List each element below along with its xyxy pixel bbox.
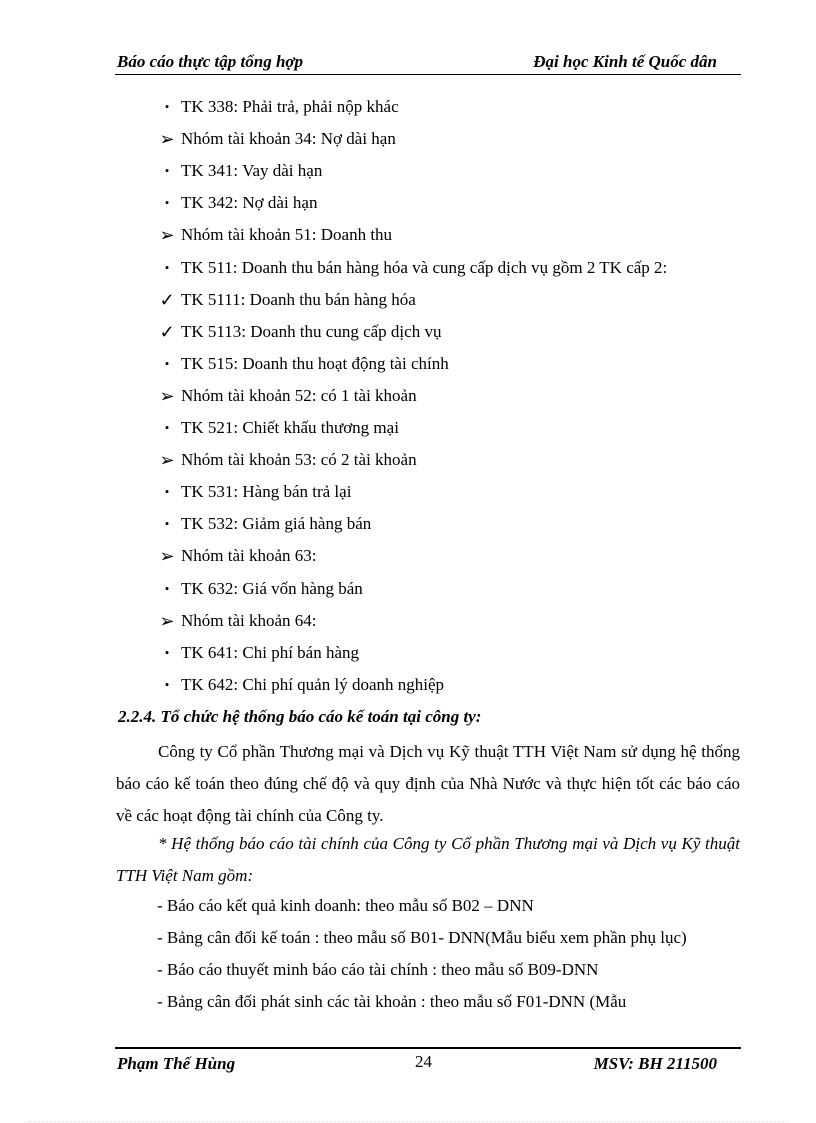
list-item-text: Nhóm tài khoản 63: <box>181 546 317 565</box>
list-item-text: TK 521: Chiết khấu thương mại <box>181 418 399 437</box>
dash-item: - Bảng cân đối phát sinh các tài khoản : theo mẫu số F01-DNN (Mẫu <box>157 992 627 1011</box>
arrow-bullet-icon: ➢ <box>159 611 175 631</box>
list-item-text: TK 531: Hàng bán trả lại <box>181 482 352 501</box>
list-item-text: TK 641: Chi phí bán hàng <box>181 643 360 662</box>
dash-item: - Báo cáo thuyết minh báo cáo tài chính : theo mẫu số B09-DNN <box>157 960 599 979</box>
list-item-text: TK 632: Giá vốn hàng bán <box>181 579 363 598</box>
arrow-bullet-icon: ➢ <box>159 450 175 470</box>
list-item-text: Nhóm tài khoản 64: <box>181 611 317 630</box>
bullet-icon: • <box>164 163 170 178</box>
section-heading: 2.2.4. Tổ chức hệ thống báo cáo kế toán tại công ty: <box>118 707 482 726</box>
arrow-bullet-icon: ➢ <box>159 546 175 566</box>
list-item-text: TK 341: Vay dài hạn <box>181 161 323 180</box>
bullet-icon: • <box>164 484 170 499</box>
paragraph-intro-text: Công ty Cổ phần Thương mại và Dịch vụ Kỹ thuật TTH Việt Nam sử dụng hệ thống báo cáo kế toán theo đúng chế độ và quy định của Nhà Nước và thực hiện tốt các báo cáo về các hoạt động tài chính của Công ty. <box>116 742 740 825</box>
bullet-icon: • <box>164 677 170 692</box>
checkmark-icon: ✓ <box>159 290 175 310</box>
arrow-bullet-icon: ➢ <box>159 386 175 406</box>
header-university: Đại học Kinh tế Quốc dân <box>533 52 717 71</box>
page-header <box>115 52 741 75</box>
bullet-icon: • <box>164 516 170 531</box>
list-item-text: TK 342: Nợ dài hạn <box>181 193 318 212</box>
footer-student-id: MSV: BH 211500 <box>593 1054 717 1073</box>
arrow-bullet-icon: ➢ <box>159 225 175 245</box>
checkmark-icon: ✓ <box>159 322 175 342</box>
list-item-text: TK 5111: Doanh thu bán hàng hóa <box>181 290 416 309</box>
list-item-text: TK 642: Chi phí quản lý doanh nghiệp <box>181 675 445 694</box>
list-item-text: Nhóm tài khoản 52: có 1 tài khoản <box>181 386 417 405</box>
list-item-text: Nhóm tài khoản 34: Nợ dài hạn <box>181 129 396 148</box>
bullet-icon: • <box>164 420 170 435</box>
list-item-text: TK 511: Doanh thu bán hàng hóa và cung cấp dịch vụ gồm 2 TK cấp 2: <box>181 258 668 277</box>
list-item-text: TK 532: Giảm giá hàng bán <box>181 514 372 533</box>
page-footer <box>115 1047 741 1079</box>
list-item-text: Nhóm tài khoản 51: Doanh thu <box>181 225 393 244</box>
bullet-icon: • <box>164 260 170 275</box>
paragraph-report-system-text: * Hệ thống báo cáo tài chính của Công ty Cổ phần Thương mại và Dịch vụ Kỹ thuật TTH Việt Nam gồm: <box>116 834 740 885</box>
page-bottom-divider <box>28 1121 788 1122</box>
bullet-icon: • <box>164 195 170 210</box>
list-item-text: Nhóm tài khoản 53: có 2 tài khoản <box>181 450 417 469</box>
list-item-text: TK 5113: Doanh thu cung cấp dịch vụ <box>181 322 442 341</box>
footer-author-name: Phạm Thế Hùng <box>117 1054 236 1073</box>
bullet-icon: • <box>164 645 170 660</box>
bullet-icon: • <box>164 99 170 114</box>
footer-page-number: 24 <box>415 1052 432 1071</box>
dash-item: - Bảng cân đối kế toán : theo mẫu số B01- DNN(Mẫu biểu xem phần phụ lục) <box>157 928 687 947</box>
list-item-text: TK 515: Doanh thu hoạt động tài chính <box>181 354 449 373</box>
list-item-text: TK 338: Phải trả, phải nộp khác <box>181 97 399 116</box>
header-report-title: Báo cáo thực tập tổng hợp <box>117 52 304 71</box>
paragraph-report-system <box>116 828 740 892</box>
arrow-bullet-icon: ➢ <box>159 129 175 149</box>
bullet-icon: • <box>164 581 170 596</box>
bullet-icon: • <box>164 356 170 371</box>
paragraph-intro <box>116 736 740 832</box>
dash-item: - Báo cáo kết quả kinh doanh: theo mẫu số B02 – DNN <box>157 896 534 915</box>
